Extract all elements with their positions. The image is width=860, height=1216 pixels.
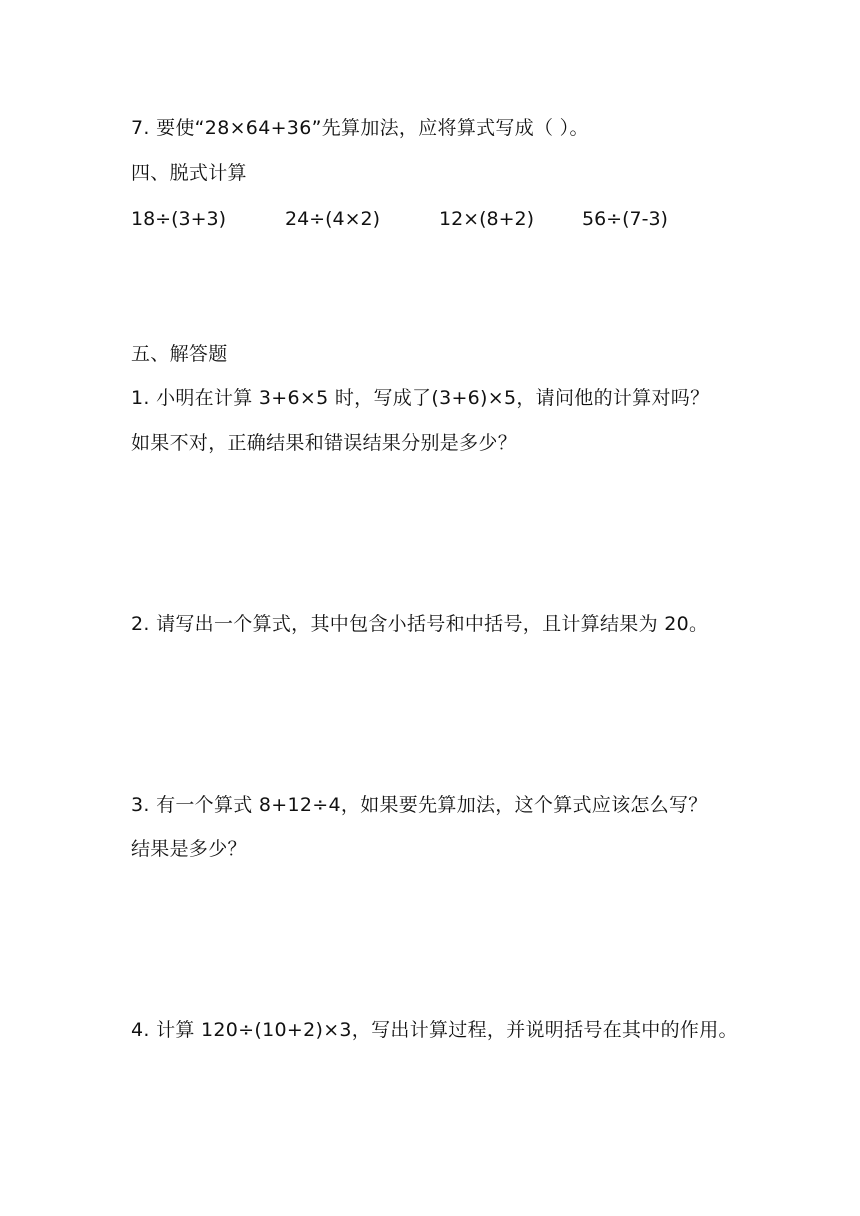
- answer-question-3-line-1: 3. 有一个算式 8+12÷4，如果要先算加法，这个算式应该怎么写？: [131, 794, 708, 816]
- expression-2: 24÷(4×2): [285, 208, 381, 230]
- expression-4: 56÷(7-3): [582, 208, 668, 230]
- section-5-title: 五、解答题: [131, 343, 228, 365]
- fill-in-question-7: 7. 要使“28×64+36”先算加法，应将算式写成（ ）。: [131, 117, 589, 139]
- expression-3: 12×(8+2): [439, 208, 535, 230]
- section-4-title: 四、脱式计算: [131, 162, 247, 184]
- answer-question-1-line-1: 1. 小明在计算 3+6×5 时，写成了(3+6)×5，请问他的计算对吗？: [131, 387, 710, 409]
- expression-1: 18÷(3+3): [131, 208, 227, 230]
- answer-question-2: 2. 请写出一个算式，其中包含小括号和中括号，且计算结果为 20。: [131, 613, 709, 635]
- answer-question-4: 4. 计算 120÷(10+2)×3，写出计算过程，并说明括号在其中的作用。: [131, 1019, 738, 1041]
- answer-question-1-line-2: 如果不对，正确结果和错误结果分别是多少？: [131, 432, 518, 454]
- answer-question-3-line-2: 结果是多少？: [131, 838, 247, 860]
